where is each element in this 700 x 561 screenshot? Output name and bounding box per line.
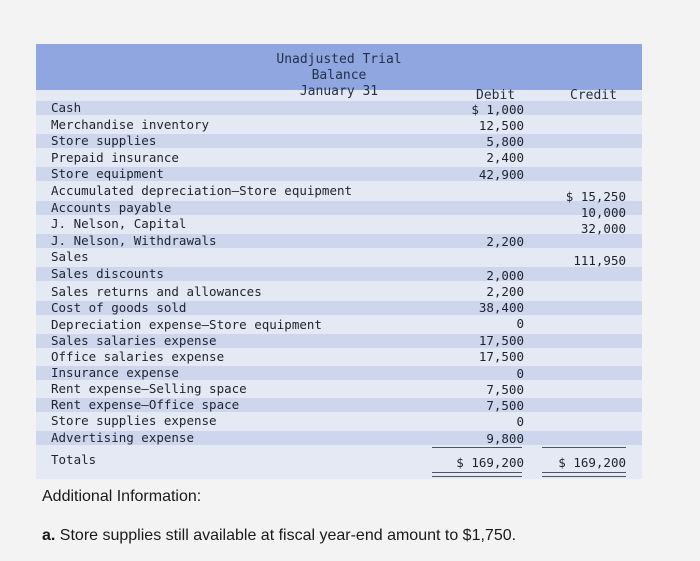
debit-total-rule	[432, 447, 522, 448]
account-name: Advertising expense	[51, 430, 194, 445]
debit-amount: 0	[516, 366, 524, 381]
account-name: Office salaries expense	[51, 349, 225, 364]
debit-amount: 17,500	[478, 349, 524, 364]
report-title-line1: Unadjusted Trial Balance	[276, 52, 402, 83]
account-name: Rent expense–Selling space	[51, 381, 247, 396]
item-a-letter: a.	[42, 527, 56, 544]
report-title	[246, 52, 432, 100]
account-name: Rent expense–Office space	[51, 397, 240, 412]
trial-balance-sheet	[36, 44, 642, 479]
account-name: Cost of goods sold	[51, 300, 187, 315]
credit-double-underline	[542, 472, 626, 477]
account-name: Sales discounts	[51, 266, 164, 281]
report-date: January 31	[299, 84, 379, 99]
credit-column-header: Credit	[570, 88, 617, 103]
account-name: Store supplies expense	[51, 413, 217, 428]
item-a-text: Store supplies still available at fiscal year-end amount to $1,750.	[59, 527, 517, 544]
debit-amount: 2,400	[486, 150, 524, 165]
account-name: Insurance expense	[51, 365, 179, 380]
debit-amount: 2,000	[486, 268, 524, 283]
debit-column-header: Debit	[476, 88, 516, 103]
credit-amount: $ 15,250	[565, 189, 626, 204]
totals-debit: $ 169,200	[456, 455, 524, 470]
debit-amount: 2,200	[486, 234, 524, 249]
debit-amount: 9,800	[486, 431, 524, 446]
debit-amount: 5,800	[486, 134, 524, 149]
credit-amount: 111,950	[573, 253, 626, 268]
account-name: J. Nelson, Capital	[51, 216, 187, 231]
debit-amount: 38,400	[478, 300, 524, 315]
debit-amount: $ 1,000	[471, 102, 524, 117]
debit-amount: 7,500	[486, 382, 524, 397]
account-name: Sales	[51, 249, 89, 264]
row-band	[36, 101, 642, 115]
account-name: Depreciation expense–Store equipment	[51, 317, 322, 332]
account-name: Accumulated depreciation–Store equipment	[51, 183, 353, 198]
debit-amount: 17,500	[478, 333, 524, 348]
debit-amount: 12,500	[478, 118, 524, 133]
credit-total-rule	[542, 447, 626, 448]
additional-info-item-a	[42, 527, 516, 545]
account-name: J. Nelson, Withdrawals	[51, 233, 217, 248]
credit-amount: 10,000	[580, 205, 626, 220]
debit-amount: 0	[516, 414, 524, 429]
totals-credit: $ 169,200	[558, 455, 626, 470]
account-name: Accounts payable	[51, 200, 172, 215]
totals-label: Totals	[51, 452, 97, 467]
account-name: Sales salaries expense	[51, 333, 217, 348]
account-name: Store equipment	[51, 166, 164, 181]
credit-amount: 32,000	[580, 221, 626, 236]
account-name: Prepaid insurance	[51, 150, 179, 165]
additional-info-heading: Additional Information:	[42, 488, 202, 505]
account-name: Cash	[51, 100, 82, 115]
debit-amount: 42,900	[478, 167, 524, 182]
debit-amount: 7,500	[486, 398, 524, 413]
debit-double-underline	[432, 472, 522, 477]
debit-amount: 2,200	[486, 284, 524, 299]
account-name: Store supplies	[51, 133, 157, 148]
account-name: Sales returns and allowances	[51, 284, 262, 299]
account-name: Merchandise inventory	[51, 117, 210, 132]
debit-amount: 0	[516, 316, 524, 331]
